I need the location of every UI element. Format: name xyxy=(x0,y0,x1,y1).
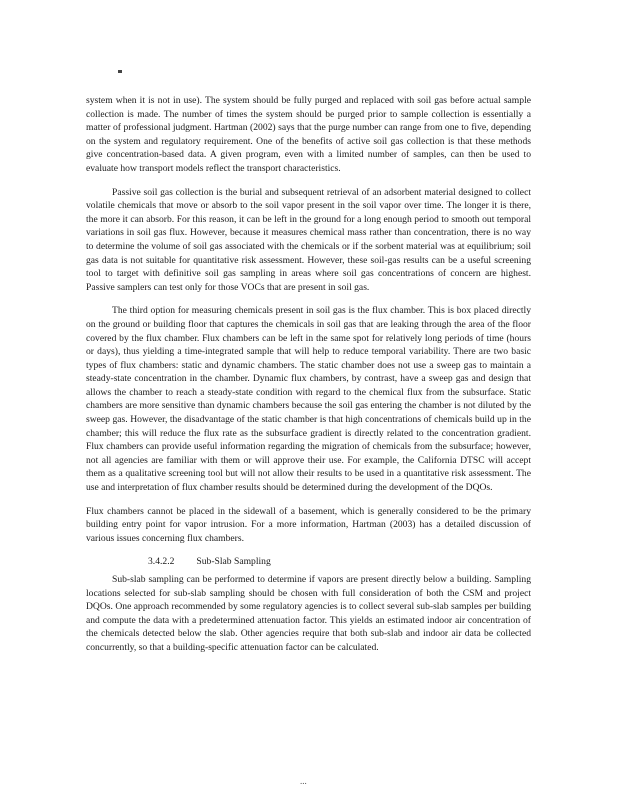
header-mark xyxy=(118,70,122,73)
subsection-number: 3.4.2.2 xyxy=(148,556,175,568)
body-text xyxy=(86,94,531,665)
page-number: ... xyxy=(300,776,307,786)
paragraph-5: Sub-slab sampling can be performed to determine if vapors are present directly below a building. Sampling locations selected for sub-slab sampling should be chosen with full consideration of both the CSM and project DQOs. One approach recommended by some regulatory agencies is to collect several sub-slab samples per building and compute the data with a predetermined attenuation factor. This yields an estimated indoor air concentration of the chemicals detected below the slab. Other agencies require that both sub-slab and indoor air data be collected concurrently, so that a building-specific attenuation factor can be calculated. xyxy=(86,574,531,653)
paragraph-3: The third option for measuring chemicals present in soil gas is the flux chamber. This is box placed directly on the ground or building floor that captures the chemicals in soil gas that are leaking through the area of the floor covered by the flux chamber. Flux chambers can be left in the same spot for relatively long periods of time (hours or days), thus yielding a time-integrated sample that will help to reduce temporal variability. There are two basic types of flux chambers: static and dynamic chambers. The static chamber does not use a sweep gas to maintain a steady-state concentration in the chamber. Dynamic flux chambers, by contrast, have a sweep gas and design that allows the chamber to reach a steady-state condition with regard to the chemical flux from the subsurface. Static chambers are more sensitive than dynamic chambers because the soil gas entering the chamber is not diluted by the sweep gas. However, the disadvantage of the static chamber is that high concentrations of chemicals build up in the chamber; this will reduce the flux rate as the subsurface gradient is directly related to the concentration gradient. Flux chambers can provide useful information regarding the migration of chemicals from the subsurface; however, not all agencies are familiar with them or will approve their use. For example, the California DTSC will accept them as a qualitative screening tool but will not allow their results to be used in a quantitative risk assessment. The use and interpretation of flux chamber results should be determined during the development of the DQOs. xyxy=(86,305,531,494)
paragraph-2: Passive soil gas collection is the burial and subsequent retrieval of an adsorbent material designed to collect volatile chemicals that move or absorb to the soil vapor present in the soil vapor over time. The longer it is there, the more it can absorb. For this reason, it can be left in the ground for a long enough period to smooth out temporal variations in soil gas flux. However, because it measures chemical mass rather than concentration, there is no way to determine the volume of soil gas associated with the chemicals or if the sorbent material was at equilibrium; soil gas data is not suitable for quantitative risk assessment. However, these soil-gas results can be a useful screening tool to target with definitive soil gas sampling in areas where soil gas concentrations of concern are highest. Passive samplers can test only for those VOCs that are present in soil gas. xyxy=(86,186,531,293)
paragraph-4: Flux chambers cannot be placed in the sidewall of a basement, which is generally considered to be the primary building entry point for vapor intrusion. For a more information, Hartman (2003) has a detailed discussion of various issues concerning flux chambers. xyxy=(86,505,531,544)
subsection-title: Sub-Slab Sampling xyxy=(196,556,271,568)
subsection-heading xyxy=(86,555,531,569)
paragraph-1: system when it is not in use). The system should be fully purged and replaced with soil gas before actual sample collection is made. The number of times the system should be purged prior to sample collection is essentially a matter of professional judgment. Hartman (2002) says that the purge number can range from one to five, depending on the system and regulatory requirement. One of the benefits of active soil gas collection is that these methods give concentration-based data. A given program, even with a limited number of samples, can then be used to evaluate how transport models reflect the transport characteristics. xyxy=(86,95,531,174)
